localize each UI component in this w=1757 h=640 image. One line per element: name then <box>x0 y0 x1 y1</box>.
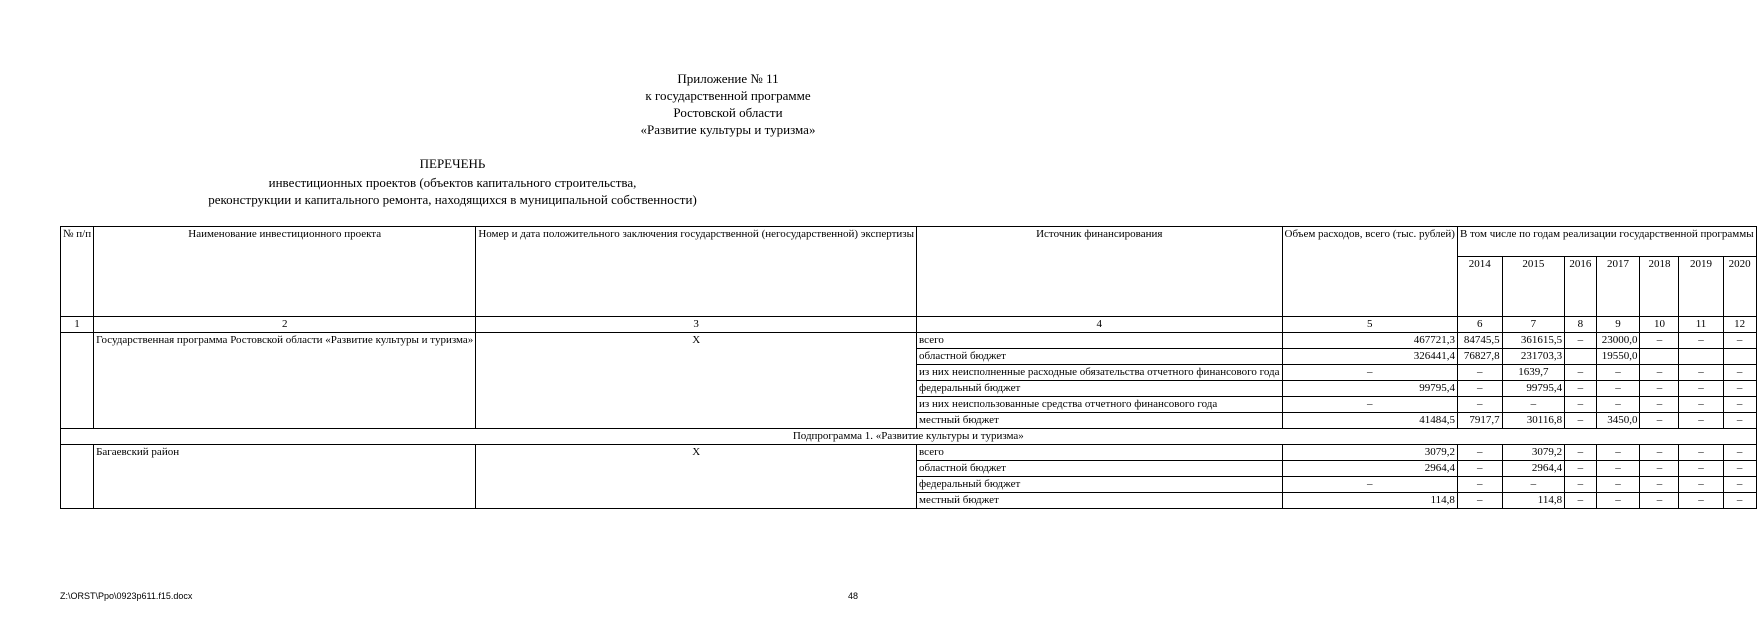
value-cell: 1639,7 <box>1502 365 1564 381</box>
source-cell: областной бюджет <box>917 461 1282 477</box>
appendix-line: к государственной программе <box>645 88 811 103</box>
project-name: Государственная программа Ростовской области «Развитие культуры и туризма» <box>94 333 476 429</box>
subprogram-title: Подпрограмма 1. «Развитие культуры и туризма» <box>61 429 1757 445</box>
value-cell: 19550,0 <box>1596 349 1640 365</box>
value-cell: – <box>1679 397 1723 413</box>
value-cell: 84745,5 <box>1457 333 1502 349</box>
document-title: ПЕРЕЧЕНЬ <box>419 156 486 171</box>
value-cell: – <box>1723 493 1756 509</box>
value-cell: – <box>1679 445 1723 461</box>
row-num-cell <box>61 333 94 429</box>
value-cell: – <box>1596 365 1640 381</box>
value-cell <box>1565 349 1596 365</box>
table-row <box>61 445 1757 461</box>
expertise-cell: Х <box>476 333 917 429</box>
table-row <box>61 333 1757 349</box>
expertise-cell: Х <box>476 445 917 509</box>
column-number: 4 <box>917 317 1282 333</box>
value-cell: – <box>1723 445 1756 461</box>
appendix-line: Приложение № 11 <box>677 71 779 86</box>
value-cell: – <box>1457 365 1502 381</box>
header-volume: Объем расходов, всего (тыс. рублей) <box>1282 227 1457 317</box>
value-cell: 2964,4 <box>1502 461 1564 477</box>
page-number: 48 <box>847 591 858 601</box>
value-cell: 114,8 <box>1282 493 1457 509</box>
source-cell: федеральный бюджет <box>917 477 1282 493</box>
header-year: 2020 <box>1723 257 1756 317</box>
header-year: 2015 <box>1502 257 1564 317</box>
column-number: 10 <box>1640 317 1679 333</box>
value-cell: 467721,3 <box>1282 333 1457 349</box>
value-cell: – <box>1723 381 1756 397</box>
value-cell: 3079,2 <box>1502 445 1564 461</box>
value-cell: – <box>1457 381 1502 397</box>
value-cell: – <box>1596 461 1640 477</box>
document-subtitle-line: инвестиционных проектов (объектов капитального строительства, <box>268 175 637 190</box>
appendix-line: Ростовской области <box>673 105 783 120</box>
column-number: 2 <box>94 317 476 333</box>
value-cell: 3079,2 <box>1282 445 1457 461</box>
value-cell: – <box>1457 461 1502 477</box>
value-cell: – <box>1679 413 1723 429</box>
column-number: 6 <box>1457 317 1502 333</box>
value-cell: – <box>1565 493 1596 509</box>
value-cell: 114,8 <box>1502 493 1564 509</box>
projects-table <box>60 226 1757 509</box>
value-cell: 3450,0 <box>1596 413 1640 429</box>
column-number: 1 <box>61 317 94 333</box>
header-expertise: Номер и дата положительного заключения государственной (негосударственной) экспертизы <box>476 227 917 317</box>
source-cell: областной бюджет <box>917 349 1282 365</box>
value-cell: – <box>1457 493 1502 509</box>
value-cell: 23000,0 <box>1596 333 1640 349</box>
value-cell: – <box>1282 477 1457 493</box>
subprogram-row <box>61 429 1757 445</box>
value-cell: – <box>1596 445 1640 461</box>
value-cell: – <box>1640 493 1679 509</box>
value-cell: – <box>1640 397 1679 413</box>
value-cell: – <box>1640 445 1679 461</box>
value-cell: – <box>1565 381 1596 397</box>
project-name: Багаевский район <box>94 445 476 509</box>
value-cell: 99795,4 <box>1502 381 1564 397</box>
value-cell: – <box>1679 365 1723 381</box>
value-cell: – <box>1565 413 1596 429</box>
row-num-cell <box>61 445 94 509</box>
value-cell: 76827,8 <box>1457 349 1502 365</box>
source-cell: местный бюджет <box>917 493 1282 509</box>
value-cell: – <box>1640 477 1679 493</box>
value-cell: – <box>1640 461 1679 477</box>
column-numbers-row <box>61 317 1757 333</box>
value-cell: – <box>1282 365 1457 381</box>
value-cell: – <box>1640 381 1679 397</box>
value-cell: – <box>1679 493 1723 509</box>
value-cell: – <box>1596 493 1640 509</box>
header-years-group: В том числе по годам реализации государственной программы <box>1457 227 1756 257</box>
value-cell: – <box>1596 381 1640 397</box>
value-cell: – <box>1565 333 1596 349</box>
value-cell: – <box>1723 477 1756 493</box>
value-cell: – <box>1457 397 1502 413</box>
column-number: 12 <box>1723 317 1756 333</box>
source-cell: местный бюджет <box>917 413 1282 429</box>
source-cell: из них неисполненные расходные обязательства отчетного финансового года <box>917 365 1282 381</box>
source-cell: федеральный бюджет <box>917 381 1282 397</box>
value-cell <box>1723 349 1756 365</box>
value-cell: – <box>1596 397 1640 413</box>
source-cell: всего <box>917 445 1282 461</box>
header-year: 2014 <box>1457 257 1502 317</box>
value-cell: – <box>1502 477 1564 493</box>
value-cell: – <box>1723 333 1756 349</box>
header-source: Источник финансирования <box>917 227 1282 317</box>
value-cell: – <box>1679 381 1723 397</box>
value-cell: – <box>1565 477 1596 493</box>
value-cell: – <box>1640 365 1679 381</box>
header-name: Наименование инвестиционного проекта <box>94 227 476 317</box>
value-cell: – <box>1723 413 1756 429</box>
value-cell: – <box>1640 333 1679 349</box>
value-cell: – <box>1723 397 1756 413</box>
value-cell: 7917,7 <box>1457 413 1502 429</box>
column-number: 5 <box>1282 317 1457 333</box>
value-cell: – <box>1679 333 1723 349</box>
value-cell: 30116,8 <box>1502 413 1564 429</box>
header-num: № п/п <box>61 227 94 317</box>
value-cell: – <box>1565 445 1596 461</box>
value-cell: – <box>1679 477 1723 493</box>
appendix-line: «Развитие культуры и туризма» <box>640 122 816 137</box>
value-cell <box>1640 349 1679 365</box>
value-cell: 361615,5 <box>1502 333 1564 349</box>
column-number: 9 <box>1596 317 1640 333</box>
value-cell: 41484,5 <box>1282 413 1457 429</box>
header-year: 2017 <box>1596 257 1640 317</box>
value-cell: – <box>1282 397 1457 413</box>
value-cell: – <box>1565 397 1596 413</box>
value-cell: – <box>1723 365 1756 381</box>
document-subtitle-line: реконструкции и капитального ремонта, находящихся в муниципальной собственности) <box>208 192 697 207</box>
value-cell: 231703,3 <box>1502 349 1564 365</box>
header-year: 2019 <box>1679 257 1723 317</box>
value-cell: 2964,4 <box>1282 461 1457 477</box>
column-number: 7 <box>1502 317 1564 333</box>
value-cell: – <box>1502 397 1564 413</box>
file-path: Z:\ORST\Ppo\0923p611.f15.docx <box>60 591 193 601</box>
value-cell: 326441,4 <box>1282 349 1457 365</box>
value-cell: – <box>1565 365 1596 381</box>
value-cell: – <box>1457 445 1502 461</box>
value-cell: 99795,4 <box>1282 381 1457 397</box>
source-cell: из них неиспользованные средства отчетного финансового года <box>917 397 1282 413</box>
value-cell: – <box>1596 477 1640 493</box>
value-cell: – <box>1565 461 1596 477</box>
column-number: 11 <box>1679 317 1723 333</box>
column-number: 3 <box>476 317 917 333</box>
value-cell: – <box>1723 461 1756 477</box>
header-row <box>61 227 1757 257</box>
value-cell <box>1679 349 1723 365</box>
value-cell: – <box>1457 477 1502 493</box>
value-cell: – <box>1679 461 1723 477</box>
appendix-block <box>598 70 858 138</box>
value-cell: – <box>1640 413 1679 429</box>
source-cell: всего <box>917 333 1282 349</box>
column-number: 8 <box>1565 317 1596 333</box>
header-year: 2016 <box>1565 257 1596 317</box>
header-year: 2018 <box>1640 257 1679 317</box>
